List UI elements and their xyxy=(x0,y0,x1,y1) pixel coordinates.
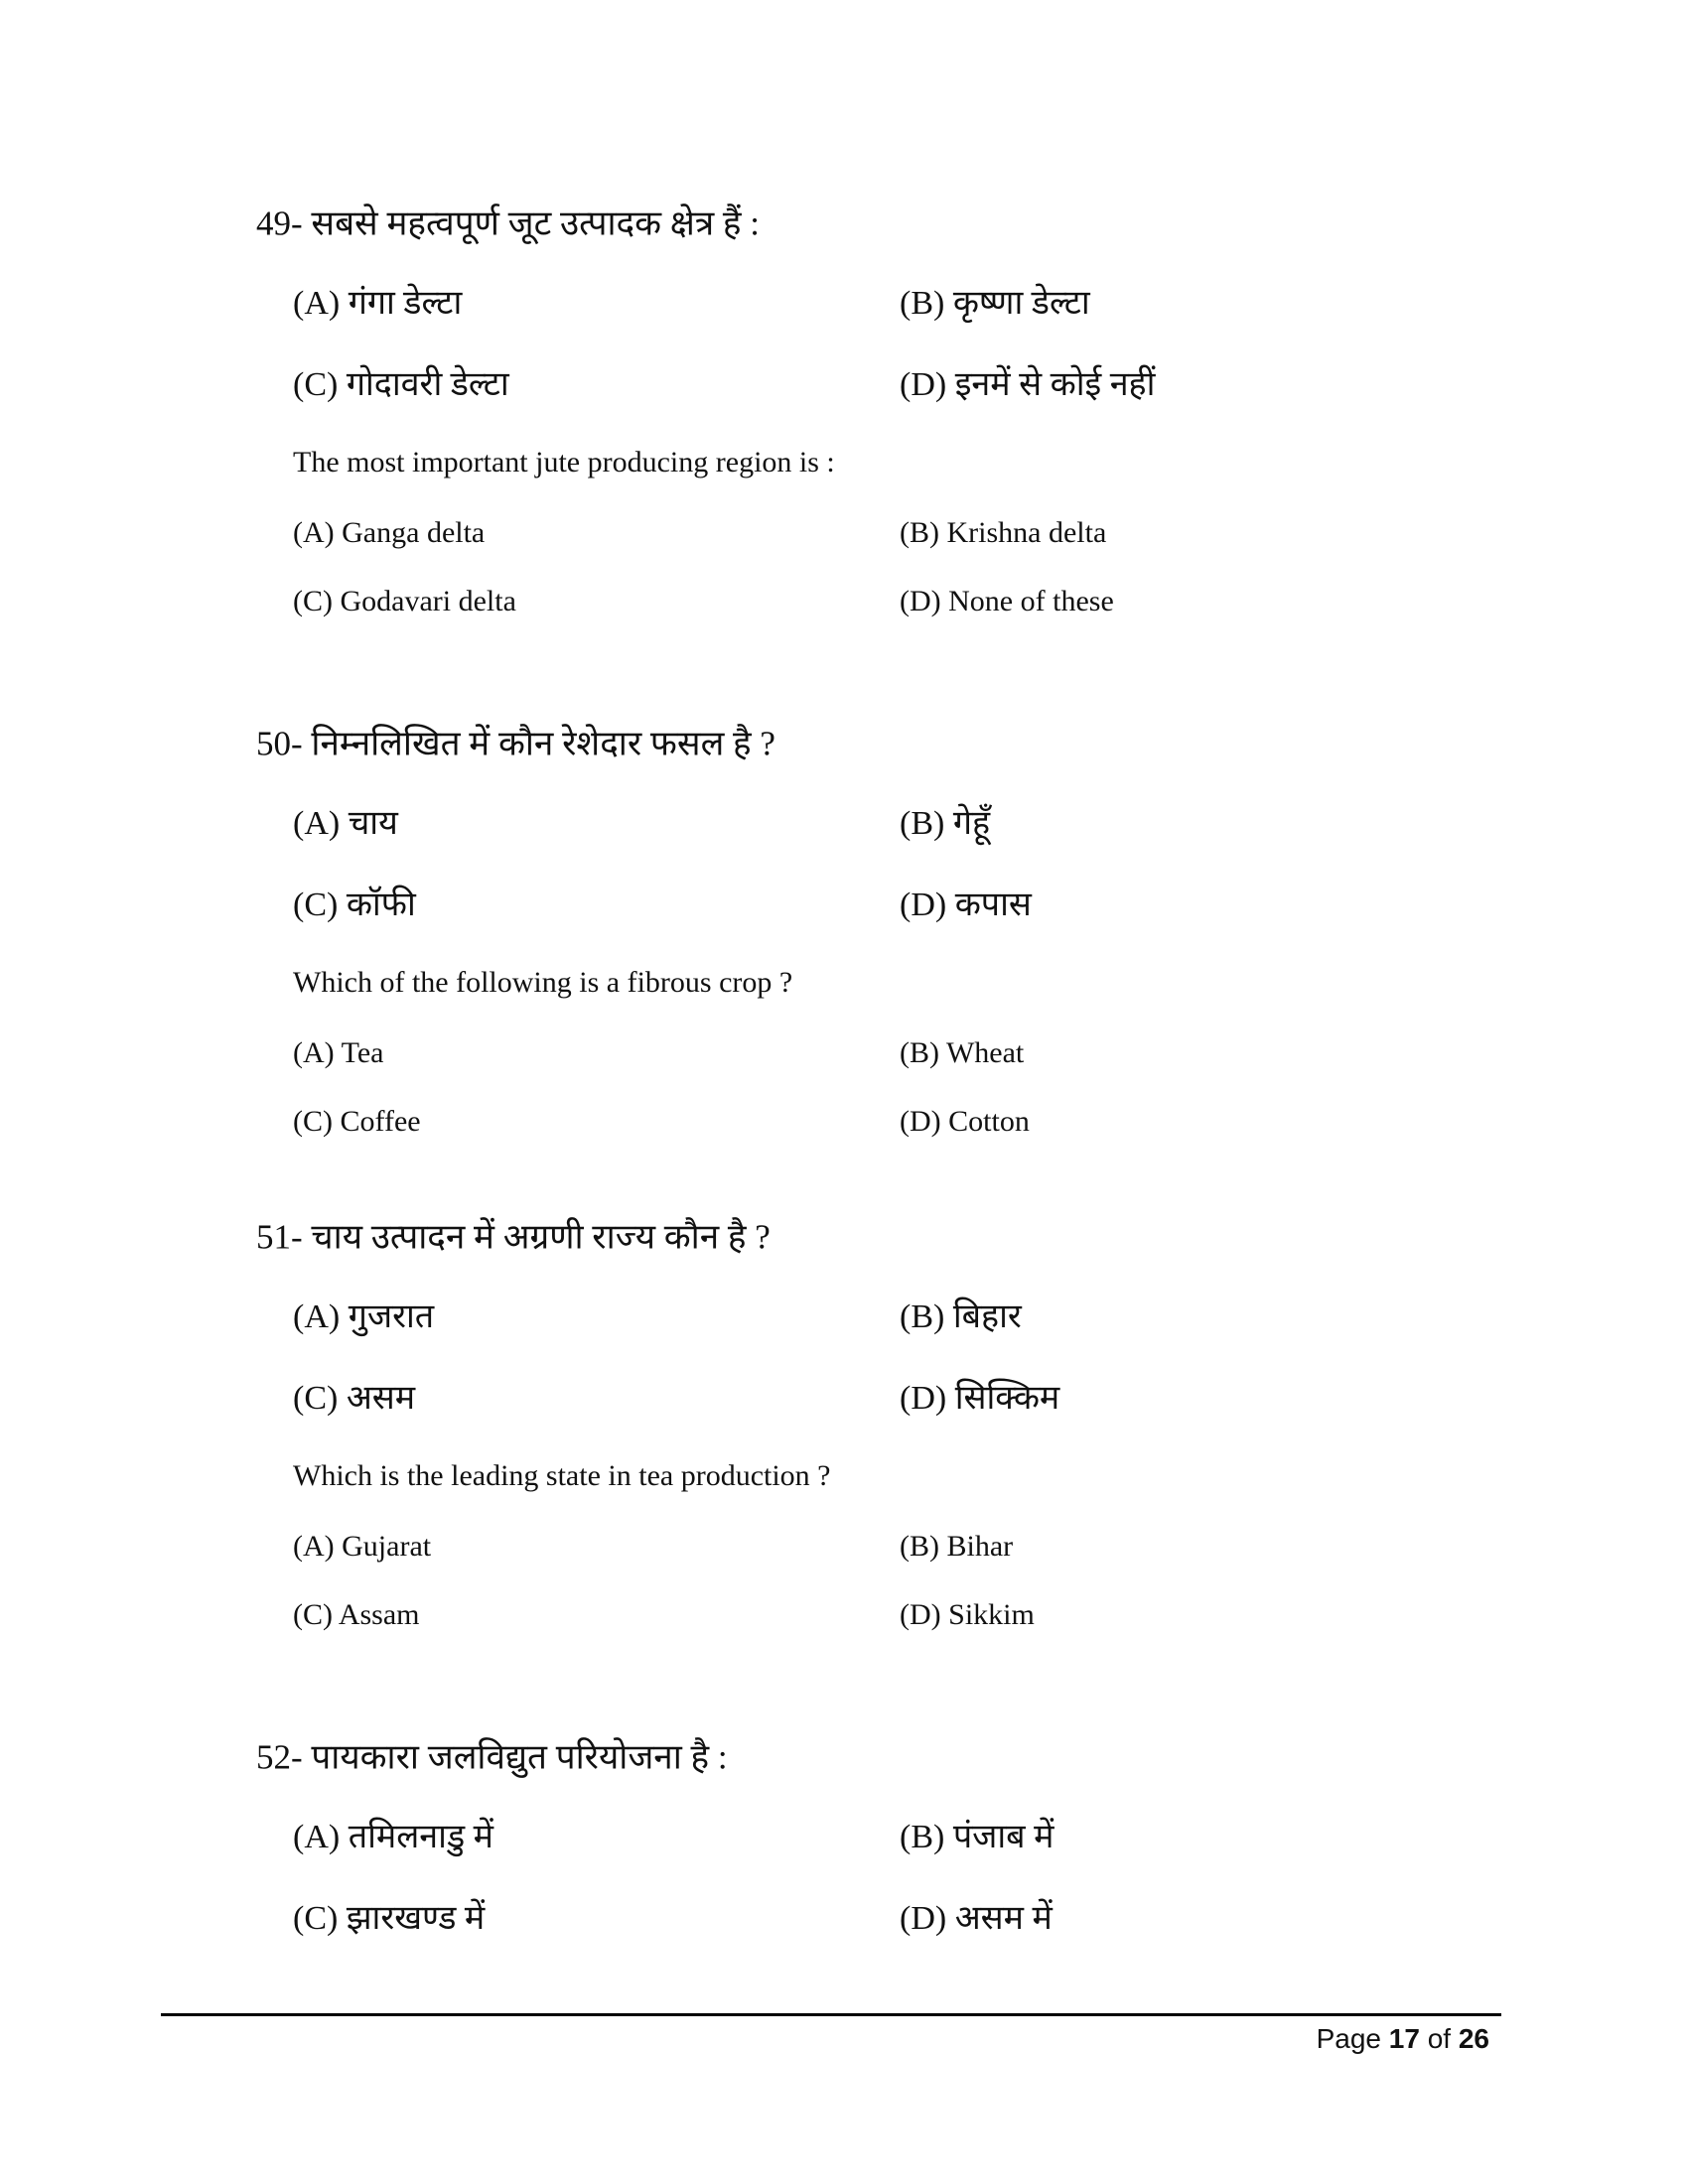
option-hindi: (D) सिक्किम xyxy=(900,1380,1060,1417)
option-hindi: (C) असम xyxy=(293,1380,416,1417)
option-hindi: (C) झारखण्ड में xyxy=(293,1900,486,1937)
question-hindi: 49- सबसे महत्वपूर्ण जूट उत्पादक क्षेत्र हैं : xyxy=(256,204,760,243)
option-english: (D) Cotton xyxy=(900,1105,1030,1138)
option-english: (A) Tea xyxy=(293,1036,384,1069)
option-english: (B) Wheat xyxy=(900,1036,1025,1069)
option-hindi: (C) गोदावरी डेल्टा xyxy=(293,366,509,403)
option-english: (C) Coffee xyxy=(293,1105,421,1138)
footer-divider xyxy=(161,2013,1501,2016)
page-number xyxy=(1317,2025,1489,2053)
option-hindi: (A) तमिलनाडु में xyxy=(293,1819,493,1855)
page-total: 26 xyxy=(1458,2023,1489,2054)
question-hindi: 50- निम्नलिखित में कौन रेशेदार फसल है ? xyxy=(256,724,775,763)
question-english: Which is the leading state in tea production ? xyxy=(293,1459,831,1492)
option-english: (C) Godavari delta xyxy=(293,585,516,617)
option-hindi: (A) गुजरात xyxy=(293,1298,435,1335)
option-hindi: (B) पंजाब में xyxy=(900,1819,1055,1855)
option-english: (D) None of these xyxy=(900,585,1114,617)
option-hindi: (D) असम में xyxy=(900,1900,1053,1937)
option-hindi: (B) कृष्णा डेल्टा xyxy=(900,285,1090,322)
option-hindi: (A) चाय xyxy=(293,805,398,842)
option-hindi: (D) इनमें से कोई नहीं xyxy=(900,366,1156,403)
option-english: (B) Krishna delta xyxy=(900,516,1107,549)
option-hindi: (B) गेहूँ xyxy=(900,805,991,842)
of-label: of xyxy=(1427,2023,1452,2054)
option-hindi: (D) कपास xyxy=(900,887,1032,923)
option-english: (B) Bihar xyxy=(900,1530,1014,1563)
option-english: (A) Ganga delta xyxy=(293,516,486,549)
question-hindi: 51- चाय उत्पादन में अग्रणी राज्य कौन है ? xyxy=(256,1217,771,1257)
option-english: (A) Gujarat xyxy=(293,1530,432,1563)
page-label: Page xyxy=(1316,2023,1381,2054)
option-english: (D) Sikkim xyxy=(900,1598,1035,1631)
page-current: 17 xyxy=(1388,2023,1420,2054)
option-hindi: (A) गंगा डेल्टा xyxy=(293,285,463,322)
question-english: The most important jute producing region is : xyxy=(293,446,835,478)
question-english: Which of the following is a fibrous crop ? xyxy=(293,966,793,999)
option-hindi: (C) कॉफी xyxy=(293,887,416,923)
option-hindi: (B) बिहार xyxy=(900,1298,1022,1335)
option-english: (C) Assam xyxy=(293,1598,420,1631)
question-hindi: 52- पायकारा जलविद्युत परियोजना है : xyxy=(256,1737,728,1777)
